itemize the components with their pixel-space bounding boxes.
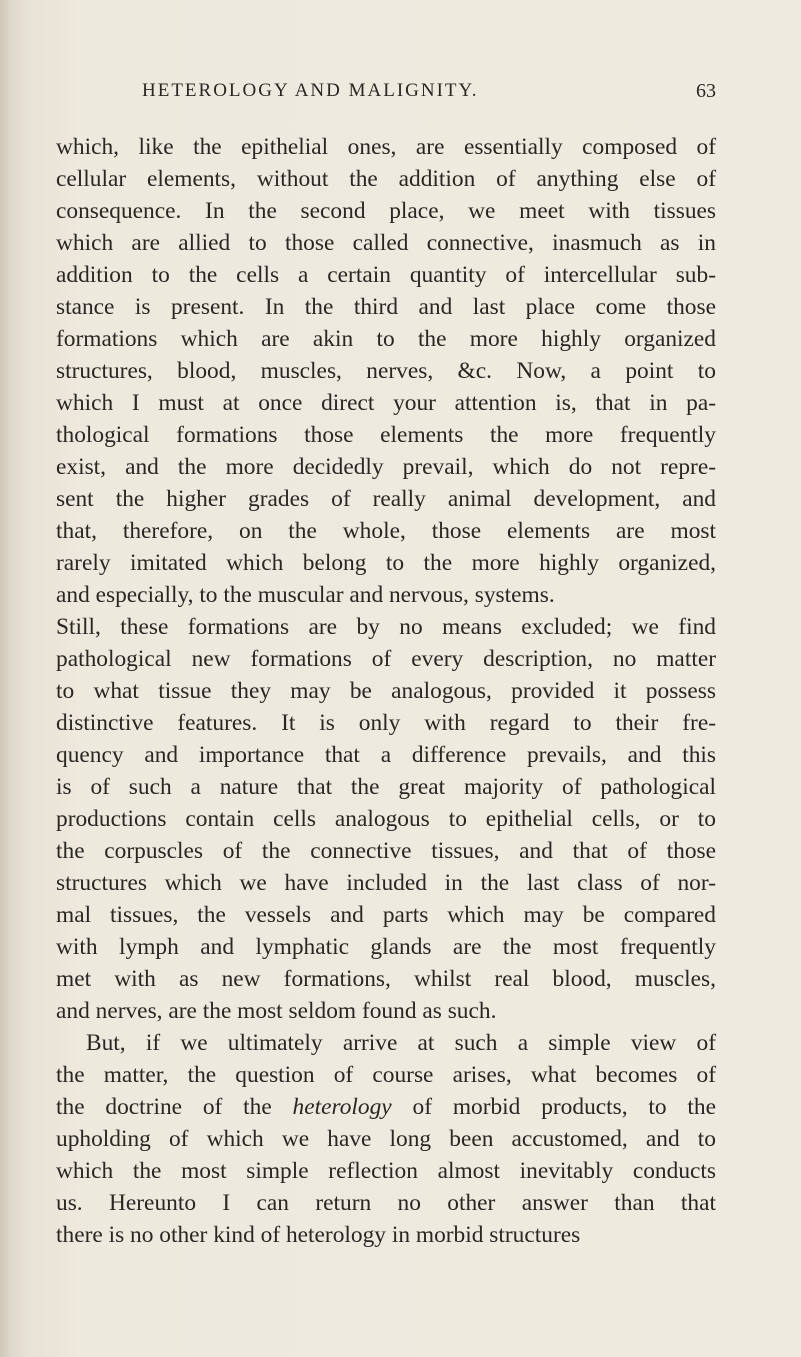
text-line: which I must at once direct your attention is, that in pa-	[56, 390, 716, 416]
text-line: sent the higher grades of really animal development, and	[56, 486, 716, 512]
text-line: stance is present. In the third and last place come those	[56, 294, 716, 320]
text-line: But, if we ultimately arrive at such a simple view of	[86, 1030, 716, 1056]
text-line: formations which are akin to the more highly organized	[56, 326, 716, 352]
text-line: and especially, to the muscular and nervous, systems.	[56, 582, 555, 608]
italic-term: heterology	[292, 1094, 392, 1120]
page-gutter	[0, 0, 14, 1357]
running-title: HETEROLOGY AND MALIGNITY.	[142, 80, 479, 101]
text-line: which, like the epithelial ones, are essentially composed of	[56, 134, 716, 160]
text-line: Still, these formations are by no means excluded; we find	[56, 614, 716, 640]
text-line: consequence. In the second place, we meet with tissues	[56, 198, 716, 224]
text-line: which the most simple reflection almost inevitably conducts	[56, 1158, 716, 1184]
text-line: cellular elements, without the addition of anything else of	[56, 166, 716, 192]
text-segment: of morbid products, to the	[391, 1094, 716, 1120]
text-line: and nerves, are the most seldom found as such.	[56, 998, 497, 1024]
text-line: to what tissue they may be analogous, provided it possess	[56, 678, 716, 704]
page-header	[142, 80, 716, 110]
text-line: us. Hereunto I can return no other answer than that	[56, 1190, 716, 1216]
text-line: structures which we have included in the last class of nor-	[56, 870, 716, 896]
text-line: quency and importance that a difference prevails, and this	[56, 742, 716, 768]
text-line: exist, and the more decidedly prevail, which do not repre-	[56, 454, 716, 480]
text-line: structures, blood, muscles, nerves, &c. Now, a point to	[56, 358, 716, 384]
text-line: addition to the cells a certain quantity of intercellular sub-	[56, 262, 716, 288]
text-segment: the doctrine of the	[56, 1094, 293, 1120]
text-line: rarely imitated which belong to the more highly organized,	[56, 550, 716, 576]
text-line: there is no other kind of heterology in morbid structures	[56, 1222, 581, 1248]
text-line	[56, 1091, 716, 1123]
text-line: productions contain cells analogous to epithelial cells, or to	[56, 806, 716, 832]
text-line: thological formations those elements the more frequently	[56, 422, 716, 448]
text-line: that, therefore, on the whole, those elements are most	[56, 518, 716, 544]
page-number: 63	[696, 80, 716, 102]
text-line: which are allied to those called connective, inasmuch as in	[56, 230, 716, 256]
text-line: upholding of which we have long been accustomed, and to	[56, 1126, 716, 1152]
text-line: met with as new formations, whilst real blood, muscles,	[56, 966, 716, 992]
text-line: is of such a nature that the great majority of pathological	[56, 774, 716, 800]
text-line: pathological new formations of every description, no matter	[56, 646, 716, 672]
text-line: the corpuscles of the connective tissues, and that of those	[56, 838, 716, 864]
text-line: mal tissues, the vessels and parts which may be compared	[56, 902, 716, 928]
text-line: distinctive features. It is only with regard to their fre-	[56, 710, 716, 736]
text-line: the matter, the question of course arises, what becomes of	[56, 1062, 716, 1088]
text-line: with lymph and lymphatic glands are the most frequently	[56, 934, 716, 960]
body-text	[56, 131, 716, 1251]
